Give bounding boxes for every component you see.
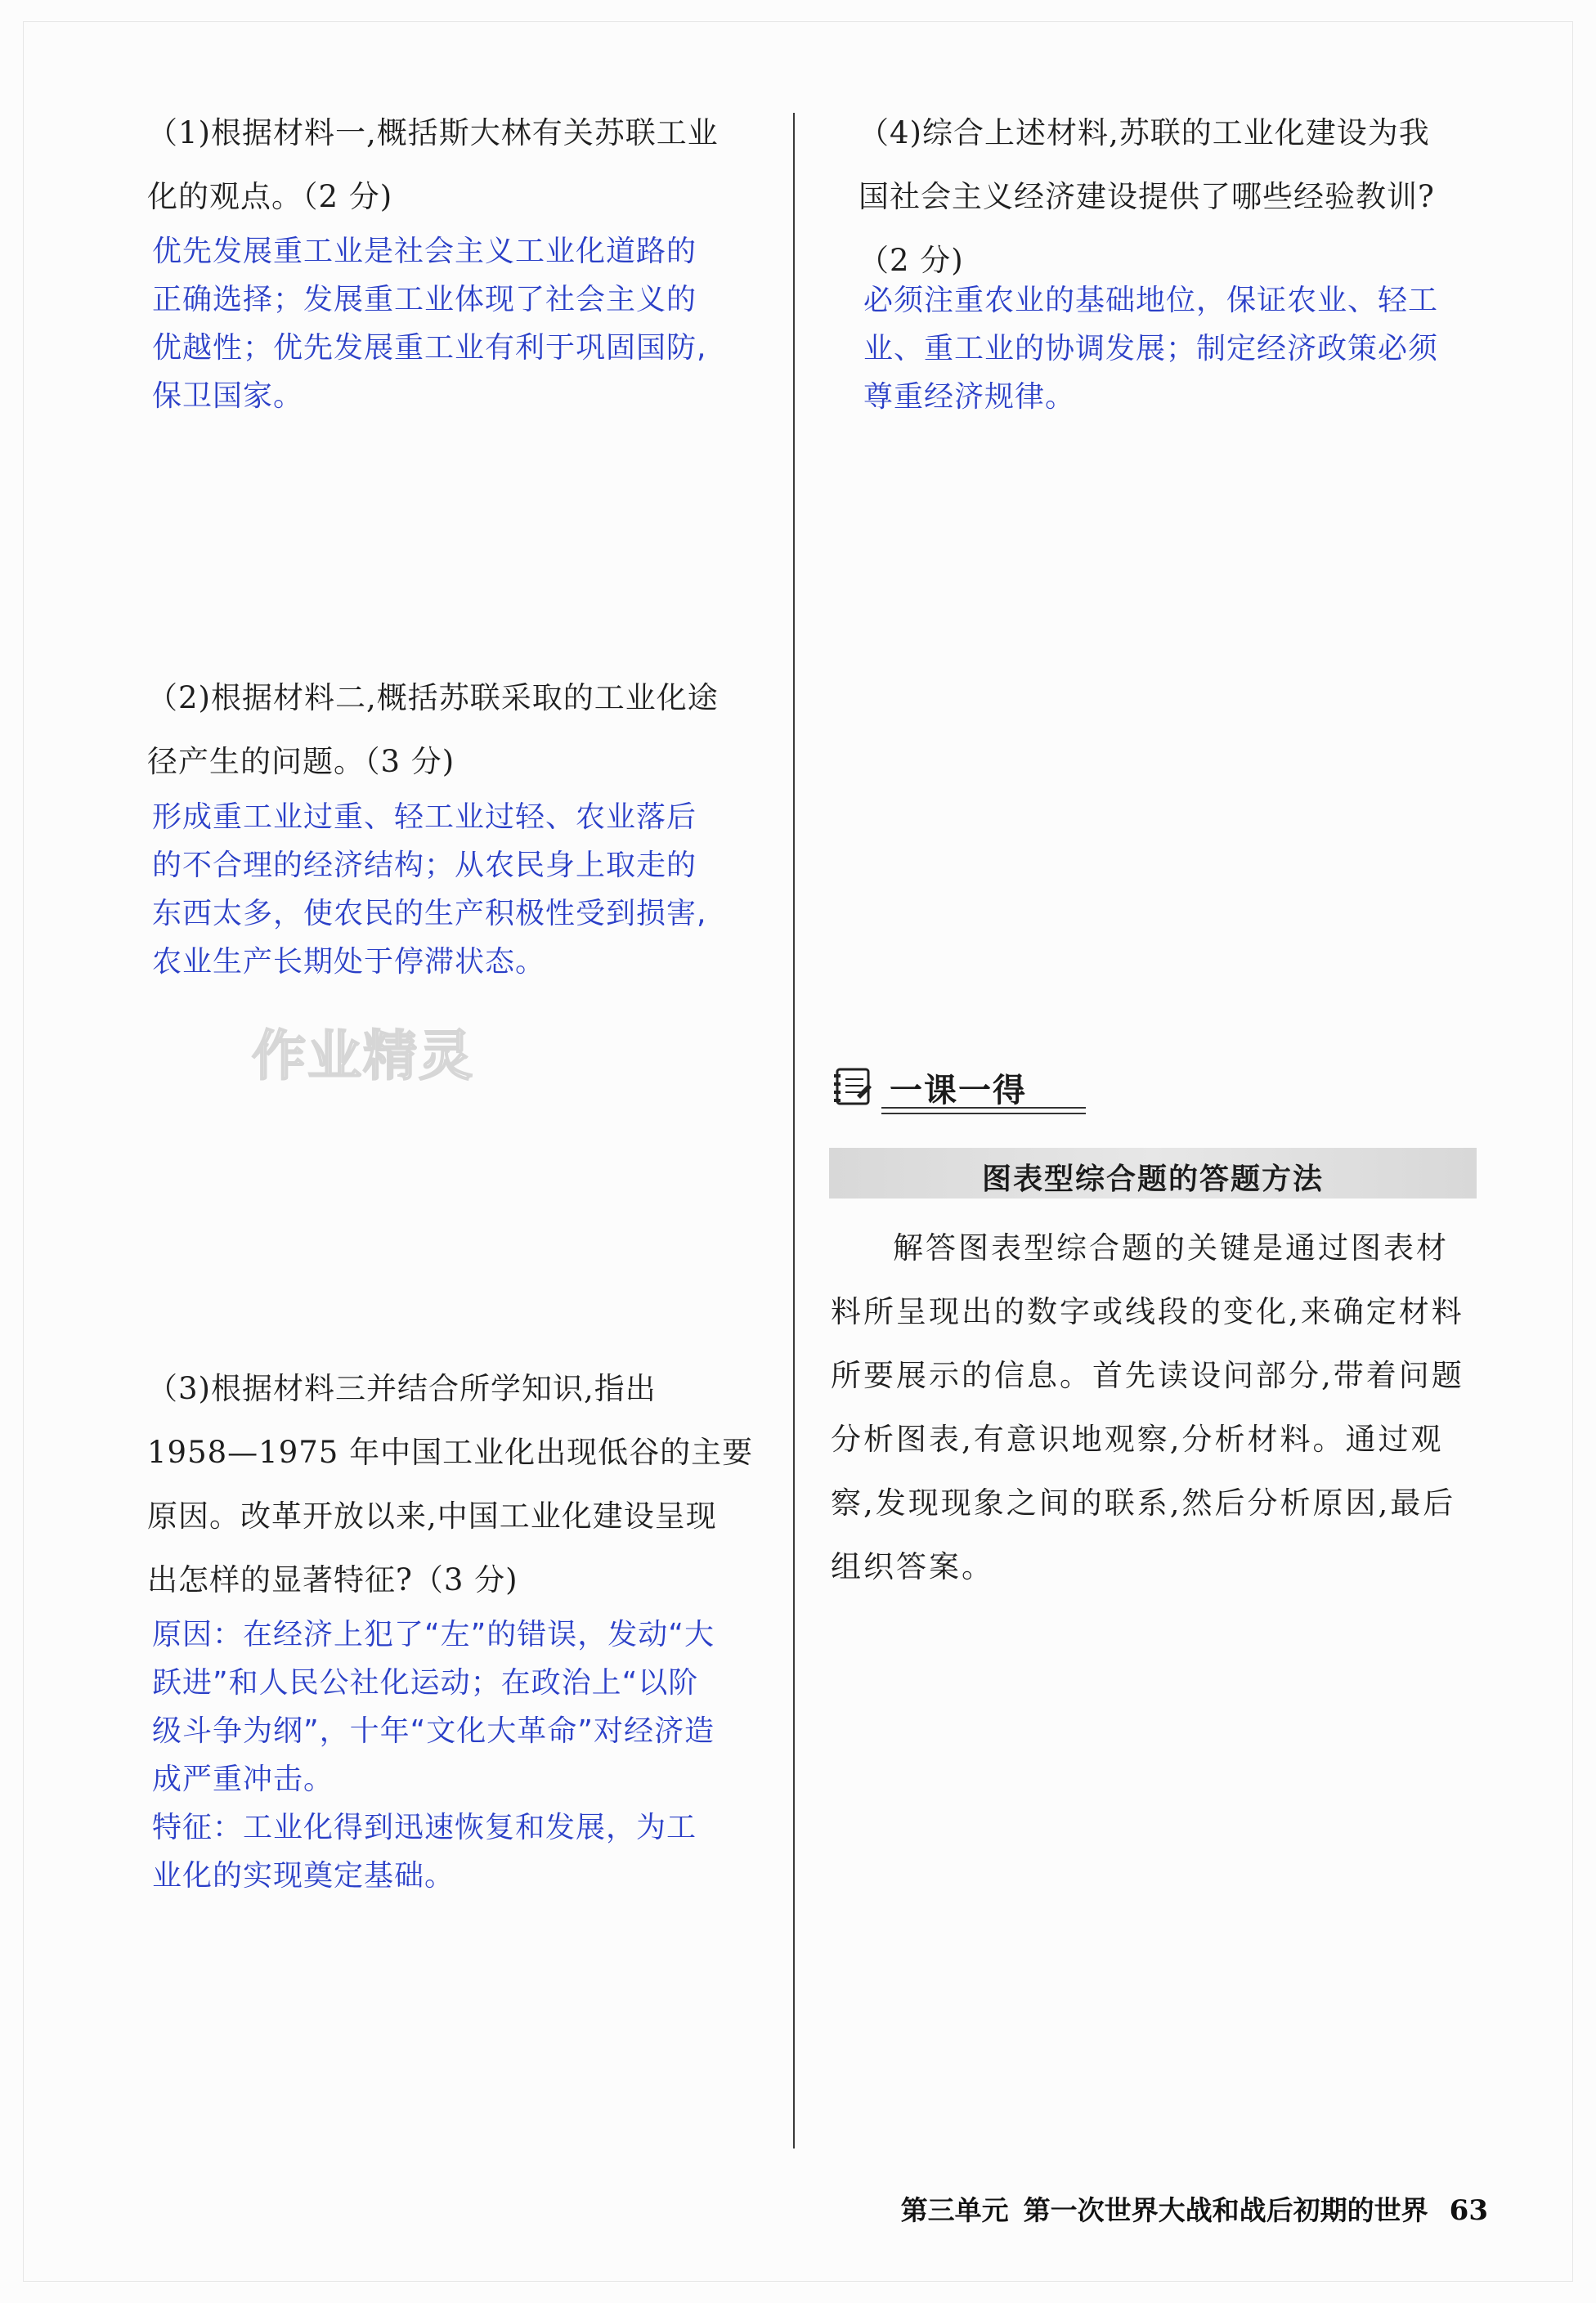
answer-2: 形成重工业过重、轻工业过轻、农业落后 的不合理的经济结构；从农民身上取走的 东西太多，使农民的生产积极性受到损害, 农业生产长期处于停滞状态。 (152, 800, 707, 979)
question-2: （2)根据材料二,概括苏联采取的工业化途 径产生的问题。（3 分) (147, 680, 719, 779)
question-3: （3)根据材料三并结合所学知识,指出 1958—1975 年中国工业化出现低谷的主要 原因。改革开放以来,中国工业化建设呈现 出怎样的显著特征?（3 分) (147, 1371, 754, 1597)
method-title: 图表型综合题的答题方法 (981, 1163, 1324, 1196)
section-heading-text: 一课一得 (890, 1072, 1027, 1109)
answer-4: 必须注重农业的基础地位，保证农业、轻工 业、重工业的协调发展；制定经济政策必须 尊重经济规律。 (863, 284, 1439, 414)
answer-1: 优先发展重工业是社会主义工业化道路的 正确选择；发展重工业体现了社会主义的 优越性；优先发展重工业有利于巩固国防, 保卫国家。 (152, 235, 707, 413)
footer-unit: 第三单元 (900, 2194, 1009, 2226)
page-footer (834, 2189, 1488, 2228)
page-number: 63 (1449, 2194, 1488, 2227)
watermark: 作业精灵 (252, 1024, 474, 1087)
answer-3: 原因：在经济上犯了“左”的错误，发动“大 跃进”和人民公社化运动；在政治上“以阶 级斗争为纲”，十年“文化大革命”对经济造 成严重冲击。 特征：工业化得到迅速恢复和发展，为工 业化的实现奠定基础。 (152, 1618, 715, 1893)
column-divider (793, 113, 795, 2148)
question-4: （4)综合上述材料,苏联的工业化建设为我 国社会主义经济建设提供了哪些经验教训? （2 分) (859, 115, 1435, 278)
section-heading-underline (881, 1107, 1086, 1114)
question-1: （1)根据材料一,概括斯大林有关苏联工业 化的观点。（2 分) (147, 115, 719, 214)
section-heading (832, 1061, 1078, 1113)
method-title-bar (829, 1148, 1477, 1199)
footer-chapter: 第一次世界大战和战后初期的世界 (1023, 2194, 1428, 2226)
method-body: 解答图表型综合题的关键是通过图表材 料所呈现出的数字或线段的变化,来确定材料 所要展示的信息。首先读设问部分,带着问题 分析图表,有意识地观察,分析材料。通过观 察,发现现象之间的联系,然后分析原因,最后 组织答案。 (831, 1230, 1464, 1584)
notebook-icon (832, 1066, 873, 1107)
